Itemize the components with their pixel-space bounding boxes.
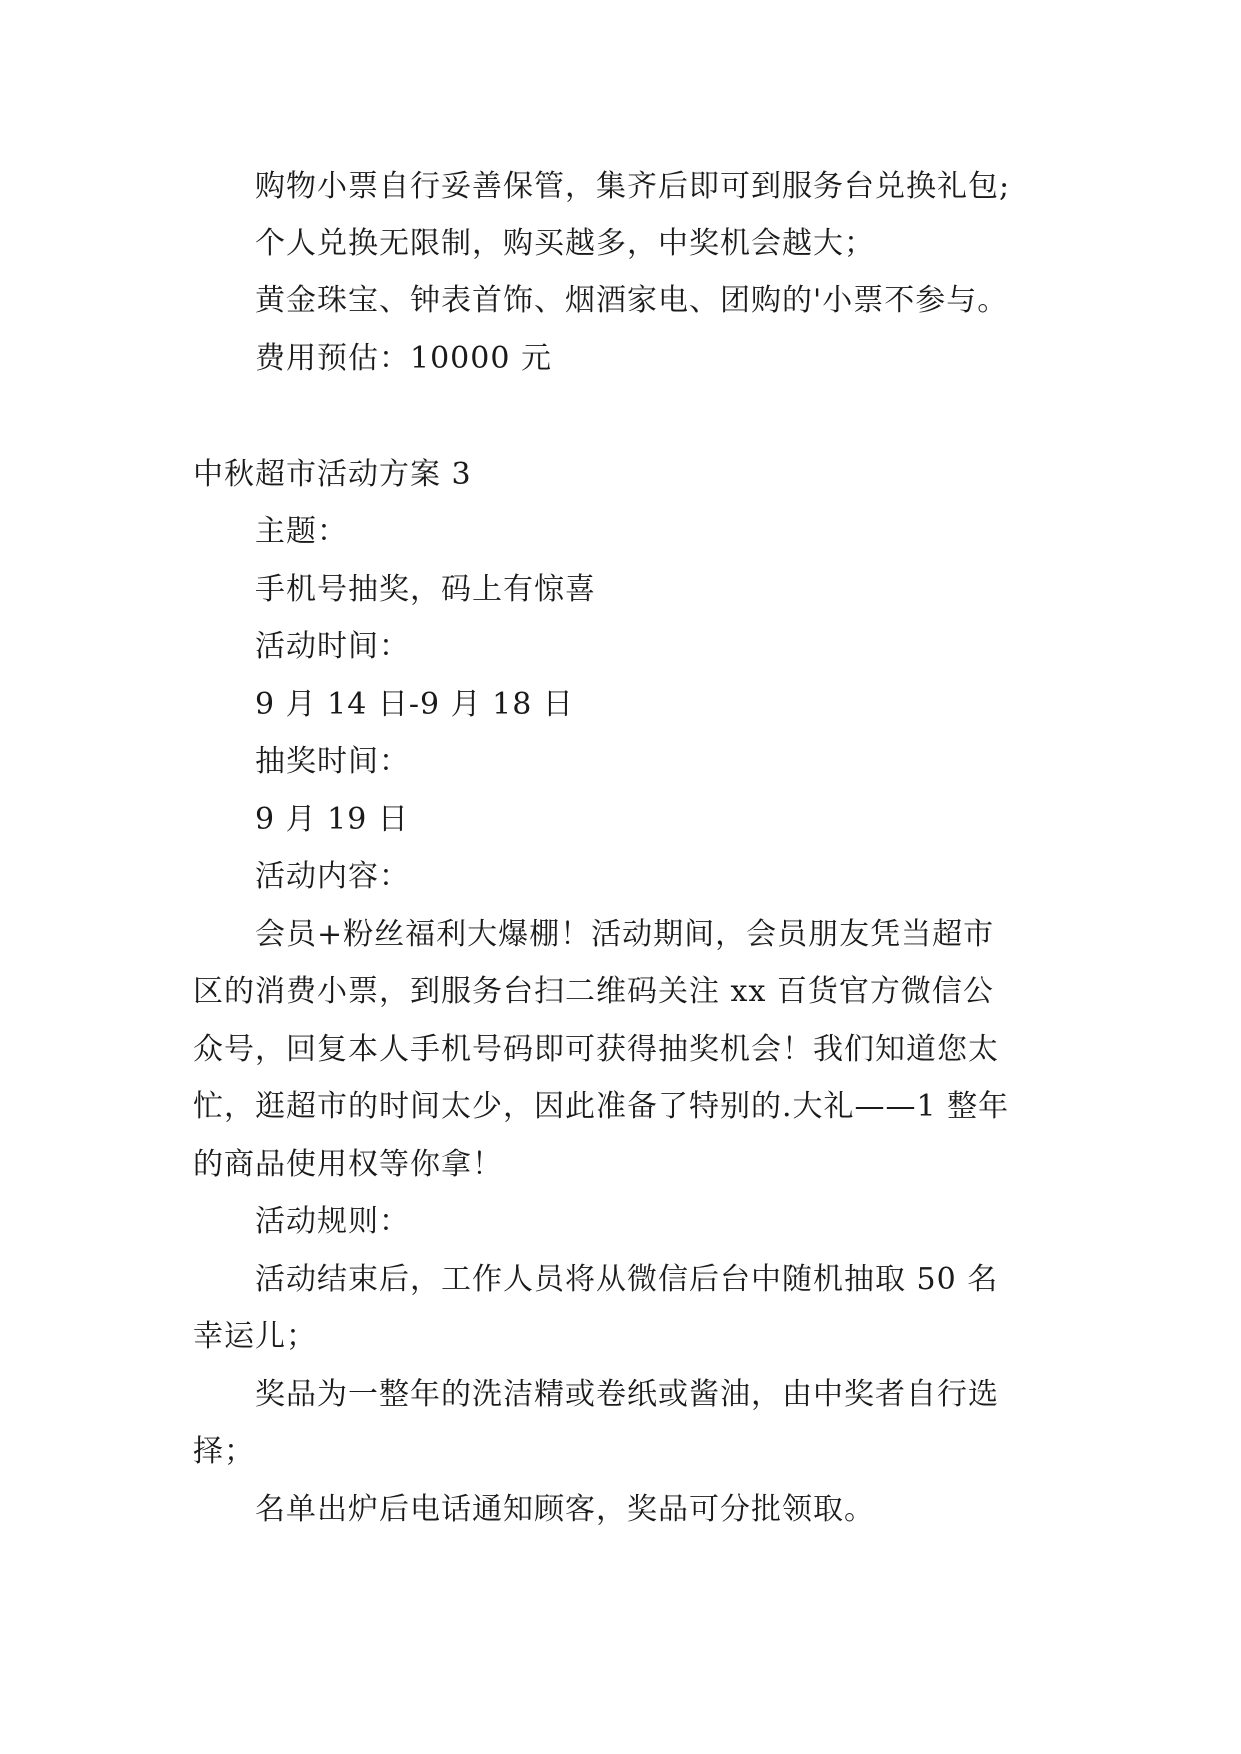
paragraph-line: 奖品为一整年的洗洁精或卷纸或酱油，由中奖者自行选 — [255, 1377, 999, 1412]
text-line: 主题： — [255, 514, 348, 549]
text-line: 购物小票自行妥善保管，集齐后即可到服务台兑换礼包; — [255, 169, 1011, 204]
text-line: 黄金珠宝、钟表首饰、烟酒家电、团购的'小票不参与。 — [255, 283, 1009, 318]
paragraph-line: 区的消费小票，到服务台扫二维码关注 xx 百货官方微信公 — [193, 974, 994, 1009]
paragraph-line: 名单出炉后电话通知顾客，奖品可分批领取。 — [255, 1492, 875, 1527]
paragraph-line: 忙，逛超市的时间太少，因此准备了特别的.大礼——1 整年 — [193, 1089, 1010, 1124]
text-line: 活动内容： — [255, 859, 410, 894]
paragraph-line: 众号，回复本人手机号码即可获得抽奖机会！我们知道您太 — [193, 1032, 999, 1067]
text-line: 抽奖时间： — [255, 744, 410, 779]
text-line: 费用预估：10000 元 — [255, 341, 552, 376]
text-line: 活动规则： — [255, 1204, 410, 1239]
text-line: 9 月 14 日-9 月 18 日 — [255, 687, 574, 722]
paragraph-line: 的商品使用权等你拿！ — [193, 1147, 503, 1182]
section-heading: 中秋超市活动方案 3 — [193, 457, 472, 492]
text-line: 9 月 19 日 — [255, 802, 409, 837]
paragraph-line: 会员+粉丝福利大爆棚！活动期间，会员朋友凭当超市 — [255, 917, 995, 952]
paragraph-line: 择； — [193, 1434, 255, 1469]
paragraph-line: 活动结束后，工作人员将从微信后台中随机抽取 50 名 — [255, 1262, 999, 1297]
text-line: 活动时间： — [255, 629, 410, 664]
paragraph-line: 幸运儿； — [193, 1319, 317, 1354]
text-line: 手机号抽奖，码上有惊喜 — [255, 572, 596, 607]
text-line: 个人兑换无限制，购买越多，中奖机会越大； — [255, 226, 875, 261]
